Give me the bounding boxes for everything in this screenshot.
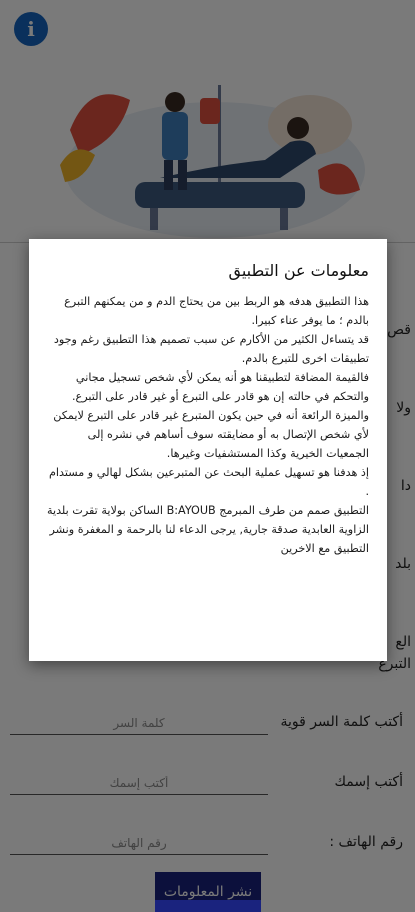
dialog-body [45, 292, 369, 558]
dialog-title: معلومات عن التطبيق [228, 261, 369, 280]
dialog-paragraph: إذ هدفنا هو تسهيل عملية البحث عن المتبرعين بشكل لهالي و مستدام . [49, 466, 369, 498]
dialog-paragraph: التطبيق صمم من طرف المبرمج B:AYOUB الساكن بولاية تقرت بلدية الزاوية العابدية صدقة جارية, يرجى الدعاء لنا بالرحمة و المغفرة ونشر التطبيق مع الاخرين [46, 504, 369, 555]
dialog-paragraph: فالقيمة المضافة لتطبيقنا هو أنه يمكن لأي شخص تسجيل مجاني والتحكم في حالته إن هو قادر على التبرع أو غير قادر على التبرع. [72, 371, 369, 403]
about-dialog [29, 239, 387, 661]
dialog-paragraph: هذا التطبيق هدفه هو الربط بين من يحتاج الدم و من يمكنهم التبرع بالدم ؛ ما يوفر عناء كبيرا. [64, 295, 369, 327]
dialog-paragraph: والميزة الرائعة أنه في حين يكون المتبرع غير قادر على التبرع لايمكن لأي شخص الإتصال به أو مضايقته سوف أساهم في نشره إلى الجمعيات الخيرية وكذا المستشفيات وغيرها. [53, 409, 369, 460]
dialog-paragraph: قد يتساءل الكثير من الأكارم عن سبب تصميم هذا التطبيق رغم وجود تطبيقات اخرى للتبرع بالدم. [53, 333, 369, 365]
